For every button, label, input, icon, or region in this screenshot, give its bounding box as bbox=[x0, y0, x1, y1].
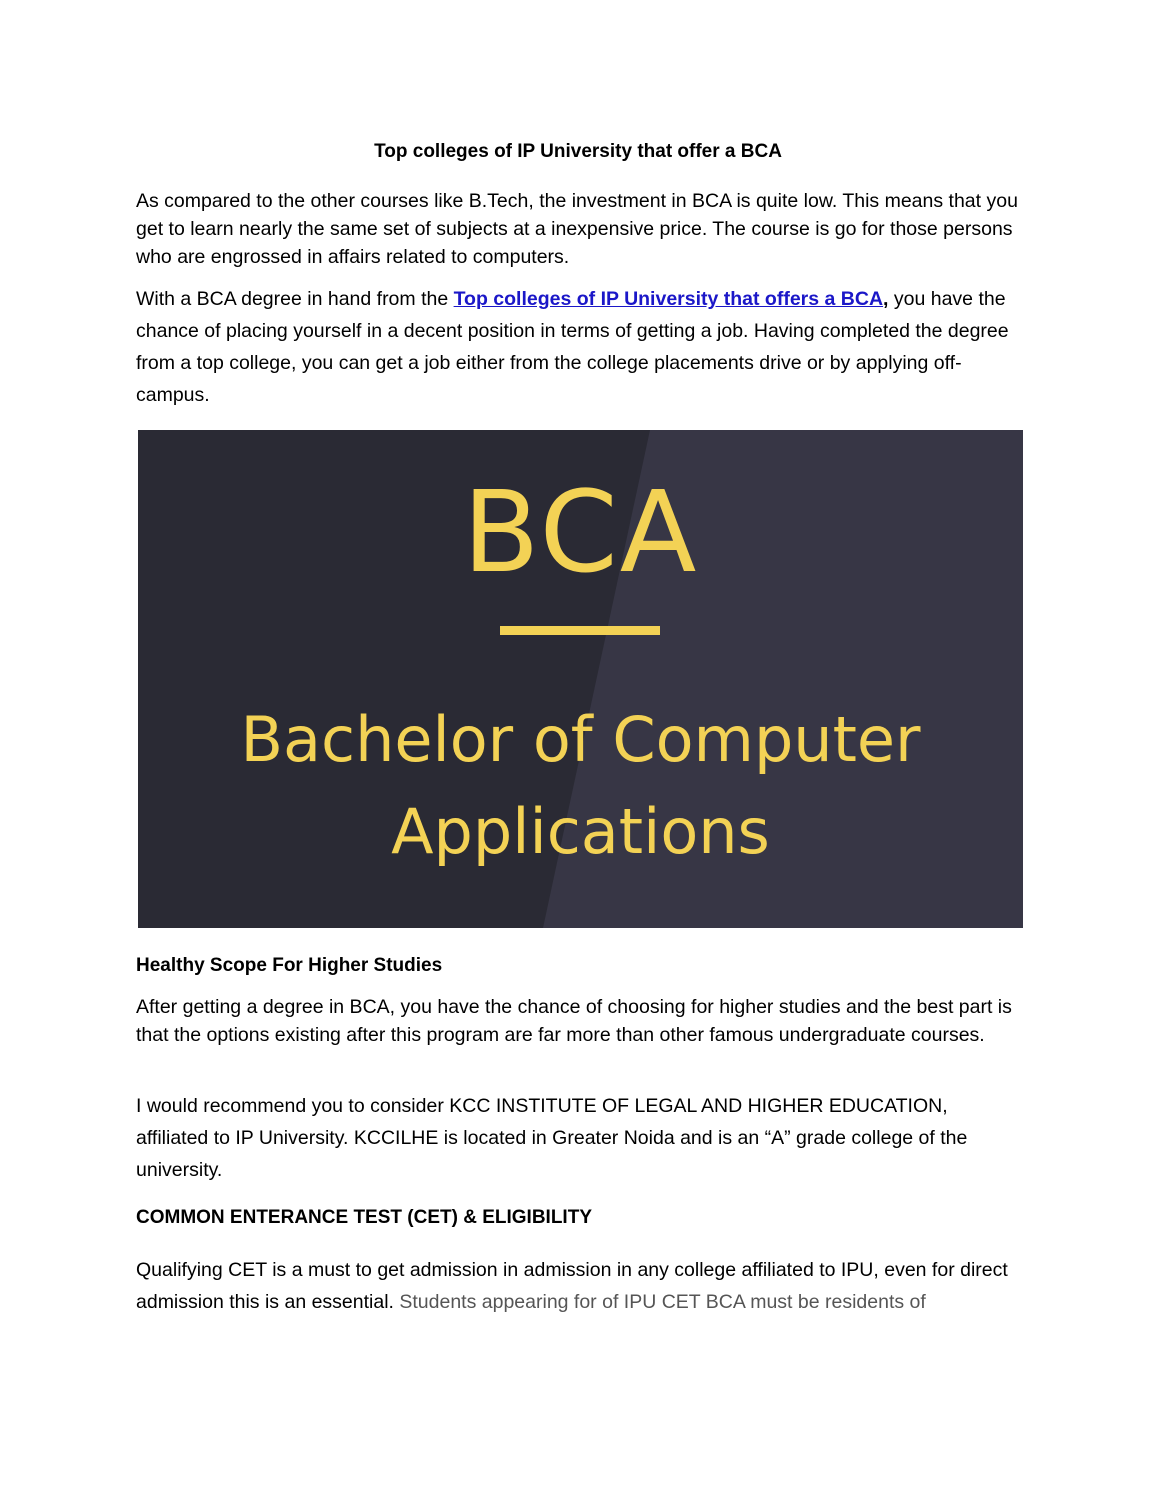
recommendation-paragraph: I would recommend you to consider KCC INSTITUTE OF LEGAL AND HIGHER EDUCATION, affiliated to IP University. KCCILHE is located in Greater Noida and is an “A” grade college of the university. bbox=[136, 1095, 968, 1181]
banner-line-2: Applications bbox=[391, 795, 770, 868]
cet-paragraph-muted: Students appearing for of IPU CET BCA must be residents of bbox=[399, 1291, 926, 1313]
degree-paragraph-lead: With a BCA degree in hand from the bbox=[136, 288, 454, 310]
top-colleges-link[interactable]: Top colleges of IP University that offers a BCA bbox=[453, 288, 884, 310]
degree-paragraph bbox=[136, 283, 1020, 411]
cet-heading: COMMON ENTERANCE TEST (CET) & ELIGIBILITY bbox=[136, 1207, 592, 1228]
banner-divider bbox=[500, 626, 660, 635]
cet-paragraph-main: Qualifying CET is a must to get admission in admission in any college affiliated to IPU, even for direct admission this is an essential. bbox=[136, 1259, 1008, 1313]
higher-studies-heading: Healthy Scope For Higher Studies bbox=[136, 955, 443, 976]
bca-banner-image bbox=[138, 430, 1023, 928]
banner-line-1: Bachelor of Computer bbox=[240, 703, 921, 776]
degree-paragraph-rest: you have the chance of placing yourself in a decent position in terms of getting a job. Having completed the degree from a top college, you can get a job either from the college placements drive or by applying off-campus. bbox=[136, 288, 1009, 406]
higher-studies-paragraph: After getting a degree in BCA, you have the chance of choosing for higher studies and the best part is that the options existing after this program are far more than other famous undergraduate courses. bbox=[136, 996, 1012, 1046]
page-title: Top colleges of IP University that offer a BCA bbox=[374, 141, 782, 162]
cet-paragraph bbox=[136, 1254, 1020, 1318]
link-comma: , bbox=[883, 288, 889, 310]
intro-paragraph: As compared to the other courses like B.Tech, the investment in BCA is quite low. This means that you get to learn nearly the same set of subjects at a inexpensive price. The course is go for those persons who are engrossed in affairs related to computers. bbox=[136, 190, 1018, 268]
banner-abbreviation: BCA bbox=[462, 468, 699, 598]
